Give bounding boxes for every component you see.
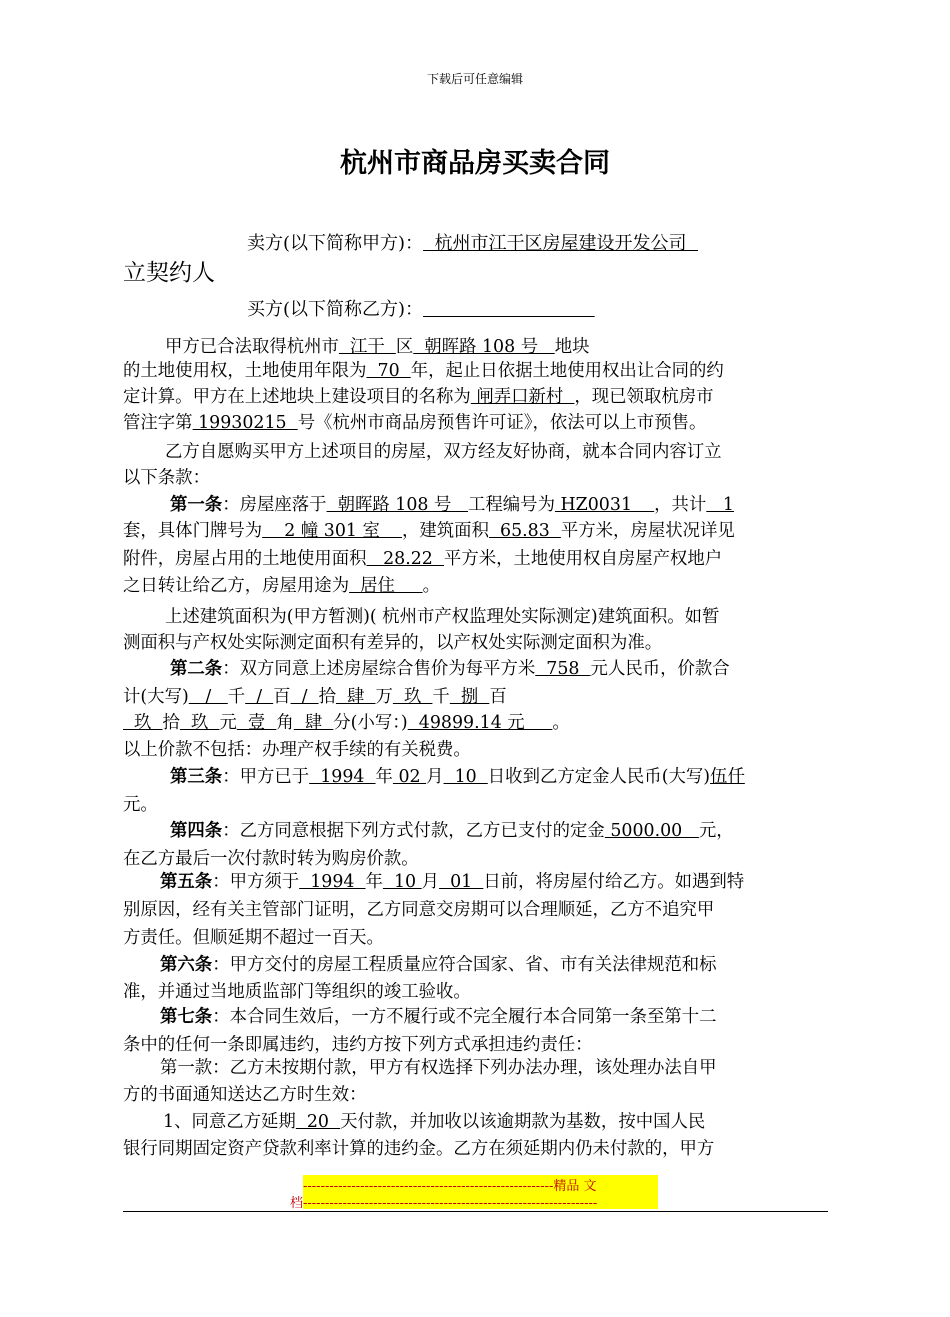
filled-blank: 1994 — [299, 872, 366, 892]
contract-line — [123, 1081, 366, 1110]
line-text: 元 — [219, 713, 237, 733]
line-text: 银行同期固定资产贷款利率计算的违约金。乙方在须延期内仍未付款的，甲方 — [123, 1139, 715, 1159]
line-text: 元， — [698, 821, 734, 841]
footer-watermark-line2: 档------------------------------------------------------------------- — [290, 1196, 598, 1211]
filled-blank: 玖 — [123, 713, 163, 733]
filled-blank: 玖 — [179, 713, 220, 733]
line-text: 1、同意乙方延期 — [163, 1112, 296, 1132]
filled-blank: 2 幢 301 室 — [262, 521, 402, 541]
line-text: 分(小写：) — [333, 713, 408, 733]
line-text: 年 — [365, 872, 383, 892]
line-text: 乙方自愿购买甲方上述项目的房屋，双方经友好协商，就本合同内容订立 — [165, 442, 722, 462]
filled-blank: 居住 — [349, 576, 423, 596]
contract-line — [123, 357, 724, 386]
contract-line — [160, 1003, 717, 1032]
line-text: 年，起止日依据土地使用权出让合同的约 — [410, 361, 724, 381]
filled-blank: HZ0031 — [554, 495, 655, 515]
line-text: 日前，将房屋付给乙方。如遇到特 — [483, 872, 745, 892]
line-text: 元。 — [123, 795, 158, 815]
clause-heading: 第三条 — [170, 767, 223, 787]
contract-line — [123, 924, 384, 953]
contract-line — [170, 817, 734, 846]
line-text: 万 — [375, 687, 393, 707]
contract-line — [123, 545, 722, 574]
filled-blank: 10 — [382, 872, 422, 892]
line-text: ，现已领取杭房市 — [574, 387, 714, 407]
footer-rule — [123, 1211, 828, 1212]
line-text: 。 — [552, 713, 570, 733]
line-text: 管注字第 — [123, 413, 193, 433]
contract-line — [170, 763, 745, 792]
line-text: ，建筑面积 — [402, 521, 489, 541]
clause-heading: 第六条 — [160, 955, 213, 975]
contract-line — [160, 868, 744, 897]
contract-line — [123, 791, 158, 820]
contract-line — [123, 409, 706, 438]
line-text: 地块 — [554, 337, 590, 357]
line-text: 别原因，经有关主管部门证明，乙方同意交房期可以合理顺延，乙方不追究甲 — [123, 900, 715, 920]
line-text: 平方米，房屋状况详见 — [560, 521, 735, 541]
line-text: 拾 — [162, 713, 180, 733]
line-text: ，共计 — [654, 495, 707, 515]
line-text: 甲方已合法取得杭州市 — [165, 337, 339, 357]
line-text: ：甲方须于 — [212, 872, 300, 892]
line-text: 千 — [227, 687, 246, 707]
filled-blank: 01 — [439, 872, 484, 892]
contract-line — [123, 736, 471, 765]
contract-line — [123, 683, 507, 712]
line-text: 上述建筑面积为(甲方暂测)( 杭州市产权监理处实际测定)建筑面积。如暂 — [165, 607, 720, 627]
line-text: ：双方同意上述房屋综合售价为每平方米 — [222, 659, 536, 679]
filled-blank: 19930215 — [192, 413, 298, 433]
filled-blank: / — [290, 687, 319, 707]
line-text: 拾 — [318, 687, 336, 707]
filled-blank: 20 — [295, 1112, 341, 1132]
contract-line — [170, 655, 730, 684]
filled-blank: / — [188, 687, 228, 707]
line-text: 百 — [273, 687, 291, 707]
buyer-name-blank — [423, 299, 595, 320]
parties-label: 立契约人 — [123, 260, 215, 286]
line-text: 套，具体门牌号为 — [123, 521, 263, 541]
line-text: 在乙方最后一次付款时转为购房价款。 — [123, 849, 419, 869]
contract-line — [165, 603, 719, 632]
contract-line — [123, 517, 735, 546]
line-text: ：乙方同意根据下列方式付款，乙方已支付的定金 — [222, 821, 605, 841]
document-title: 杭州市商品房买卖合同 — [340, 148, 610, 179]
contract-line — [123, 464, 210, 493]
line-text: 以下条款： — [123, 468, 210, 488]
line-text: ：本合同生效后，一方不履行或不完全履行本合同第一条至第十二 — [212, 1007, 717, 1027]
line-text: 角 — [276, 713, 294, 733]
filled-blank: 5000.00 — [604, 821, 699, 841]
filled-blank: 闸弄口新村 — [470, 387, 575, 407]
buyer-row — [247, 295, 595, 321]
line-text: 月 — [426, 767, 444, 787]
line-text: 测面积与产权处实际测定面积有差异的，以产权处实际测定面积为准。 — [123, 633, 663, 653]
contract-line — [123, 709, 570, 738]
line-text: ：房屋座落于 — [222, 495, 327, 515]
clause-heading: 第五条 — [160, 872, 213, 892]
line-text: 千 — [432, 687, 450, 707]
filled-blank: 肆 — [293, 713, 334, 733]
line-text: 。 — [422, 576, 440, 596]
line-text: 定计算。甲方在上述地块上建设项目的名称为 — [123, 387, 471, 407]
filled-blank: 28.22 — [366, 549, 444, 569]
line-text: ：甲方已于 — [222, 767, 310, 787]
contract-line — [123, 896, 714, 925]
line-text: 工程编号为 — [468, 495, 555, 515]
header-note: 下载后可任意编辑 — [426, 72, 523, 86]
line-text: 方的书面通知送达乙方时生效： — [123, 1085, 367, 1105]
filled-blank: 1994 — [309, 767, 376, 787]
filled-blank: 壹 — [236, 713, 277, 733]
contract-line — [170, 491, 734, 520]
line-text: 方责任。但顺延期不超过一百天。 — [123, 928, 384, 948]
line-text: 日收到乙方定金人民币(大写) — [487, 767, 711, 787]
line-text: 以上价款不包括：办理产权手续的有关税费。 — [123, 740, 471, 760]
contract-line — [123, 629, 662, 658]
filled-blank: 伍仟 — [710, 767, 745, 787]
line-text: 准，并通过当地质监部门等组织的竣工验收。 — [123, 982, 471, 1002]
clause-heading: 第七条 — [160, 1007, 213, 1027]
line-text: 元人民币，价款合 — [590, 659, 730, 679]
filled-blank: 江干 — [338, 337, 396, 357]
line-text: 条中的任何一条即属违约，违约方按下列方式承担违约责任： — [123, 1035, 593, 1055]
line-text: 平方米，土地使用权自房屋产权地户 — [443, 549, 723, 569]
filled-blank: 1 — [706, 495, 734, 515]
footer-watermark-line1: ---------------------------------------------------------精品 文 — [303, 1179, 597, 1194]
contract-line — [165, 438, 722, 467]
filled-blank: 玖 — [392, 687, 433, 707]
line-text: 年 — [375, 767, 393, 787]
contract-line — [123, 572, 440, 601]
contract-line — [123, 383, 714, 412]
clause-heading: 第二条 — [170, 659, 223, 679]
line-text: 之日转让给乙方，房屋用途为 — [123, 576, 350, 596]
buyer-label: 买方(以下简称乙方)： — [247, 299, 424, 320]
filled-blank: 朝晖路 108 号 — [413, 337, 555, 357]
line-text: ：甲方交付的房屋工程质量应符合国家、省、市有关法律规范和标 — [212, 955, 717, 975]
seller-label: 卖方(以下简称甲方)： — [247, 233, 424, 254]
contract-line — [163, 1108, 705, 1137]
line-text: 区 — [395, 337, 414, 357]
filled-blank: 49899.14 元 — [407, 713, 553, 733]
line-text: 附件，房屋占用的土地使用面积 — [123, 549, 367, 569]
line-text: 号《杭州市商品房预售许可证》，依法可以上市预售。 — [297, 413, 707, 433]
line-text: 天付款，并加收以该逾期款为基数，按中国人民 — [340, 1112, 706, 1132]
line-text: 百 — [489, 687, 507, 707]
clause-heading: 第一条 — [170, 495, 223, 515]
filled-blank: 10 — [443, 767, 488, 787]
contract-line — [123, 1135, 714, 1164]
filled-blank: 70 — [366, 361, 411, 381]
seller-name: 杭州市江干区房屋建设开发公司 — [434, 233, 687, 254]
filled-blank: / — [245, 687, 274, 707]
line-text: 第一款：乙方未按期付款，甲方有权选择下列办法办理，该处理办法自甲 — [160, 1058, 717, 1078]
line-text: 月 — [421, 872, 440, 892]
contract-line — [160, 951, 717, 980]
contract-line — [160, 1054, 717, 1083]
line-text: 的土地使用权，土地使用年限为 — [123, 361, 367, 381]
filled-blank: 捌 — [449, 687, 490, 707]
filled-blank: 朝晖路 108 号 — [326, 495, 468, 515]
filled-blank: 758 — [535, 659, 591, 679]
seller-row — [247, 229, 698, 255]
line-text: 计(大写) — [123, 687, 189, 707]
filled-blank: 02 — [392, 767, 427, 787]
filled-blank: 65.83 — [488, 521, 561, 541]
clause-heading: 第四条 — [170, 821, 223, 841]
filled-blank: 肆 — [335, 687, 376, 707]
